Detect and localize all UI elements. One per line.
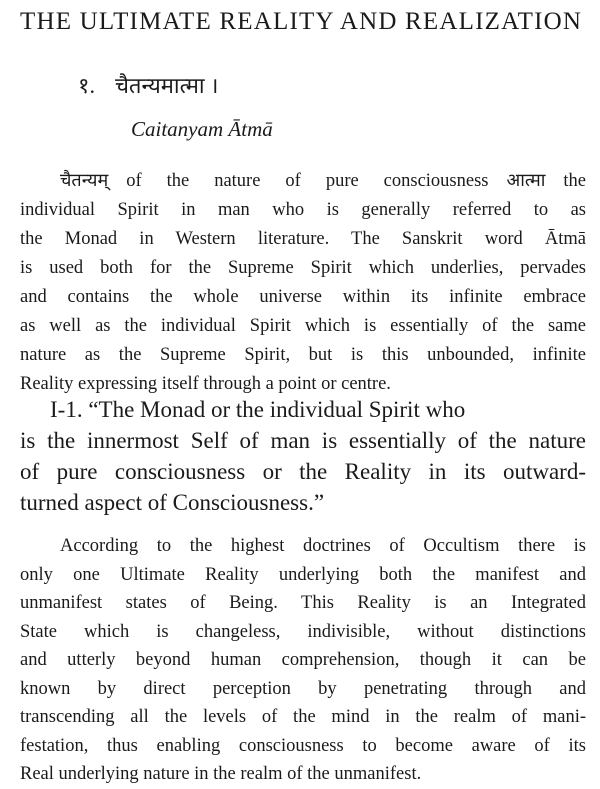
- commentary-line: State which is changeless, indivisible, without distinctions: [20, 621, 586, 642]
- gloss-meaning-2: the: [563, 171, 586, 191]
- sutra-number: १.: [78, 73, 95, 98]
- gloss-line: Reality expressing itself through a point or centre.: [20, 374, 391, 394]
- commentary-line: only one Ultimate Reality underlying both the manifest and: [20, 564, 586, 585]
- sutra-explanation-line: is the innermost Self of man is essentially of the nature: [20, 428, 586, 453]
- sutra-explanation-line: of pure consciousness or the Reality in its outward-: [20, 459, 586, 484]
- gloss-line: nature as the Supreme Spirit, but is this unbounded, infinite: [20, 345, 586, 365]
- commentary-line: According to the highest doctrines of Occultism there is: [60, 536, 586, 556]
- sutra-text: चैतन्यमात्मा ।: [114, 73, 219, 98]
- sutra-explanation-line: turned aspect of Consciousness.”: [20, 490, 325, 515]
- commentary-paragraph: [20, 532, 586, 789]
- sutra-explanation-paragraph: [20, 394, 586, 518]
- word-gloss-paragraph: [20, 166, 586, 399]
- gloss-word-caitanyam: चैतन्यम्: [60, 170, 109, 190]
- running-head: THE ULTIMATE REALITY AND REALIZATION: [20, 8, 583, 35]
- sutra-explanation-line: I-1. “The Monad or the individual Spirit who: [50, 397, 466, 422]
- commentary-line: known by direct perception by penetrating through and: [20, 678, 586, 699]
- commentary-line: and utterly beyond human comprehension, though it can be: [20, 650, 586, 670]
- gloss-meaning-1: of the nature of pure consciousness: [126, 171, 489, 191]
- gloss-line: [20, 166, 586, 196]
- commentary-line: festation, thus enabling consciousness to become aware of its: [20, 735, 586, 756]
- commentary-line: Real underlying nature in the realm of the unmanifest.: [20, 764, 422, 784]
- sutra-transliteration: Caitanyam Ātmā: [131, 117, 273, 141]
- gloss-word-atma: आत्मा: [506, 170, 546, 190]
- gloss-line: as well as the individual Spirit which is essentially of the same: [20, 316, 586, 336]
- gloss-line: and contains the whole universe within its infinite embrace: [20, 287, 586, 307]
- commentary-line: transcending all the levels of the mind in the realm of mani-: [20, 707, 586, 727]
- gloss-line: individual Spirit in man who is generally referred to as: [20, 200, 586, 220]
- gloss-line: the Monad in Western literature. The Sanskrit word Ātmā: [20, 229, 586, 249]
- commentary-line: unmanifest states of Being. This Reality is an Integrated: [20, 593, 586, 613]
- gloss-line: is used both for the Supreme Spirit which underlies, pervades: [20, 258, 586, 278]
- sutra-devanagari: [78, 70, 218, 100]
